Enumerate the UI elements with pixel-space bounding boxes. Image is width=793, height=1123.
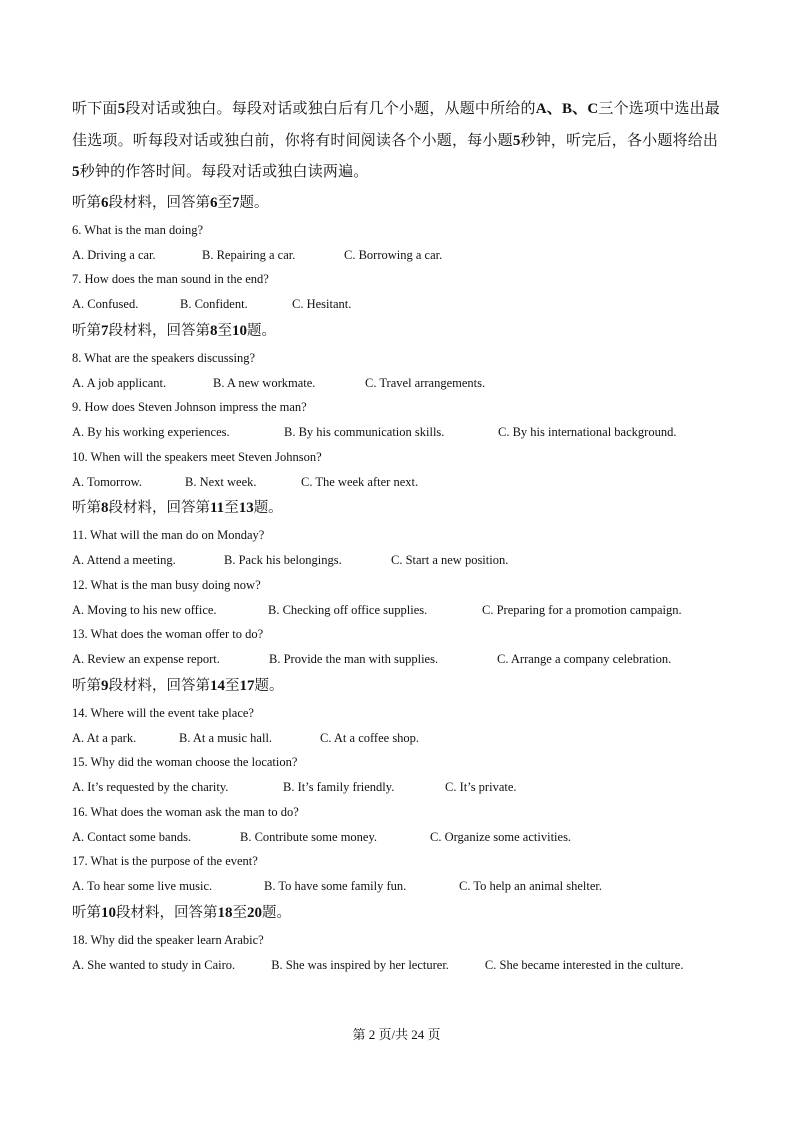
- answer-option-c[interactable]: C. By his international background.: [498, 425, 677, 439]
- heading-number: 13: [238, 500, 254, 516]
- answer-option-c[interactable]: C. She became interested in the culture.: [484, 957, 684, 972]
- heading-text: 听第: [72, 322, 101, 339]
- answer-options: [72, 874, 722, 899]
- question-text: 14. Where will the event take place?: [72, 705, 254, 720]
- answer-options: [72, 726, 722, 751]
- answer-option-b[interactable]: B. Pack his belongings.: [224, 553, 342, 567]
- heading-number: 6: [210, 194, 218, 211]
- heading-text: 至: [224, 500, 239, 516]
- answer-option-b[interactable]: B. To have some family fun.: [264, 879, 407, 893]
- heading-number: 7: [232, 194, 240, 211]
- question-text: 7. How does the man sound in the end?: [72, 272, 269, 286]
- answer-option-a[interactable]: A. At a park.: [72, 730, 137, 745]
- heading-number: 8: [210, 322, 218, 339]
- answer-option-a[interactable]: A. It’s requested by the charity.: [72, 780, 229, 794]
- answer-options: [72, 420, 722, 445]
- page-footer: 第 2 页/共 24 页: [352, 1027, 441, 1042]
- intro-options-label: A、B、C: [535, 101, 599, 117]
- answer-option-a[interactable]: A. Review an expense report.: [72, 652, 220, 666]
- answer-option-a[interactable]: A. Attend a meeting.: [72, 553, 176, 567]
- heading-number: 10: [101, 904, 116, 921]
- document-page: [72, 94, 722, 978]
- answer-options: [72, 953, 722, 978]
- section-heading: [72, 899, 722, 928]
- heading-text: 听第: [72, 500, 101, 516]
- answer-options: [72, 598, 722, 623]
- heading-number: 9: [101, 677, 109, 694]
- question-text: 17. What is the purpose of the event?: [72, 854, 258, 868]
- answer-option-b[interactable]: B. By his communication skills.: [284, 425, 445, 439]
- heading-number: 11: [210, 500, 225, 516]
- heading-text: 段材料，回答第: [108, 500, 210, 516]
- answer-option-a[interactable]: A. She wanted to study in Cairo.: [72, 957, 236, 972]
- answer-options: [72, 647, 722, 672]
- intro-text: 秒钟的作答时间。每段对话或独白读两遍。: [79, 164, 369, 180]
- question-text: 18. Why did the speaker learn Arabic?: [72, 932, 264, 947]
- answer-option-a[interactable]: A. A job applicant.: [72, 375, 167, 390]
- question-text: 9. How does Steven Johnson impress the man?: [72, 400, 307, 414]
- answer-option-a[interactable]: A. To hear some live music.: [72, 879, 213, 893]
- heading-text: 听第: [72, 194, 101, 211]
- answer-option-c[interactable]: C. It’s private.: [445, 780, 517, 794]
- answer-option-a[interactable]: A. Driving a car.: [72, 247, 156, 262]
- answer-option-b[interactable]: B. A new workmate.: [213, 375, 316, 390]
- intro-text: 秒钟，听完后，各小题将给出: [520, 132, 719, 149]
- answer-options: [72, 243, 722, 268]
- section-heading: [72, 494, 722, 523]
- heading-text: 至: [232, 904, 247, 921]
- intro-number: 5: [117, 101, 126, 117]
- answer-option-b[interactable]: B. She was inspired by her lecturer.: [271, 957, 449, 972]
- answer-options: [72, 775, 722, 800]
- answer-option-c[interactable]: C. At a coffee shop.: [320, 730, 420, 745]
- heading-text: 题。: [254, 677, 284, 694]
- heading-text: 题。: [239, 194, 269, 211]
- heading-text: 至: [225, 677, 240, 694]
- question-text: 16. What does the woman ask the man to do?: [72, 804, 299, 819]
- question-text: 15. Why did the woman choose the location?: [72, 755, 298, 769]
- answer-option-b[interactable]: B. Confident.: [180, 297, 248, 311]
- heading-number: 7: [101, 322, 109, 339]
- answer-option-b[interactable]: B. Next week.: [185, 474, 257, 489]
- answer-option-a[interactable]: A. Tomorrow.: [72, 474, 142, 489]
- heading-text: 题。: [253, 500, 283, 516]
- intro-number: 5: [512, 132, 521, 149]
- answer-option-c[interactable]: C. Hesitant.: [292, 297, 352, 311]
- heading-text: 至: [217, 322, 232, 339]
- heading-number: 8: [101, 500, 109, 516]
- instructions-paragraph: [72, 94, 722, 189]
- heading-number: 14: [210, 677, 225, 694]
- intro-text: 听下面: [72, 101, 118, 117]
- heading-number: 20: [247, 904, 262, 921]
- section-heading: [72, 317, 722, 346]
- heading-number: 18: [217, 904, 233, 921]
- answer-option-c[interactable]: C. Organize some activities.: [430, 829, 572, 844]
- question-text: 8. What are the speakers discussing?: [72, 350, 256, 365]
- heading-number: 10: [232, 322, 247, 339]
- answer-option-c[interactable]: C. Travel arrangements.: [365, 375, 486, 390]
- answer-option-b[interactable]: B. Checking off office supplies.: [268, 602, 428, 617]
- answer-option-a[interactable]: A. Confused.: [72, 297, 139, 311]
- answer-option-c[interactable]: C. The week after next.: [301, 474, 419, 489]
- answer-option-a[interactable]: A. Contact some bands.: [72, 829, 192, 844]
- heading-text: 段材料，回答第: [108, 677, 210, 694]
- heading-text: 题。: [262, 904, 291, 921]
- answer-option-c[interactable]: C. Start a new position.: [391, 553, 509, 567]
- heading-text: 段材料，回答第: [108, 194, 210, 211]
- answer-option-b[interactable]: B. Repairing a car.: [202, 247, 296, 262]
- heading-number: 6: [101, 194, 109, 211]
- heading-text: 段材料，回答第: [108, 322, 210, 339]
- answer-option-c[interactable]: C. Preparing for a promotion campaign.: [482, 602, 682, 617]
- question-text: 13. What does the woman offer to do?: [72, 627, 264, 641]
- answer-option-b[interactable]: B. At a music hall.: [179, 730, 273, 745]
- question-text: 6. What is the man doing?: [72, 222, 203, 237]
- answer-option-c[interactable]: C. Arrange a company celebration.: [497, 652, 672, 666]
- question-text: 12. What is the man busy doing now?: [72, 577, 261, 592]
- answer-options: [72, 470, 722, 495]
- heading-text: 题。: [247, 322, 276, 339]
- answer-options: [72, 825, 722, 850]
- answer-options: [72, 371, 722, 396]
- heading-text: 段材料，回答第: [116, 904, 218, 921]
- heading-text: 至: [217, 194, 232, 211]
- heading-text: 听第: [72, 677, 101, 694]
- intro-number: 5: [72, 164, 80, 180]
- answer-option-b[interactable]: B. It’s family friendly.: [283, 780, 395, 794]
- answer-option-c[interactable]: C. To help an animal shelter.: [459, 879, 602, 893]
- question-sections: [72, 189, 722, 978]
- section-heading: [72, 672, 722, 701]
- section-heading: [72, 189, 722, 218]
- intro-text: 段对话或独白。每段对话或独白后有几个小题，从题中所给的: [125, 101, 536, 117]
- question-text: 11. What will the man do on Monday?: [72, 528, 265, 542]
- intro-text: 三个选项中选出最佳选项。听每段对话或独白前，你将有时间阅读各个小题，每小题: [72, 101, 720, 149]
- answer-option-b[interactable]: B. Contribute some money.: [240, 829, 378, 844]
- heading-number: 17: [239, 677, 255, 694]
- answer-option-a[interactable]: A. Moving to his new office.: [72, 602, 217, 617]
- answer-option-c[interactable]: C. Borrowing a car.: [344, 247, 443, 262]
- heading-text: 听第: [72, 904, 101, 921]
- answer-option-b[interactable]: B. Provide the man with supplies.: [269, 652, 439, 666]
- answer-options: [72, 292, 722, 317]
- answer-options: [72, 548, 722, 573]
- question-text: 10. When will the speakers meet Steven Johnson?: [72, 449, 322, 464]
- answer-option-a[interactable]: A. By his working experiences.: [72, 425, 230, 439]
